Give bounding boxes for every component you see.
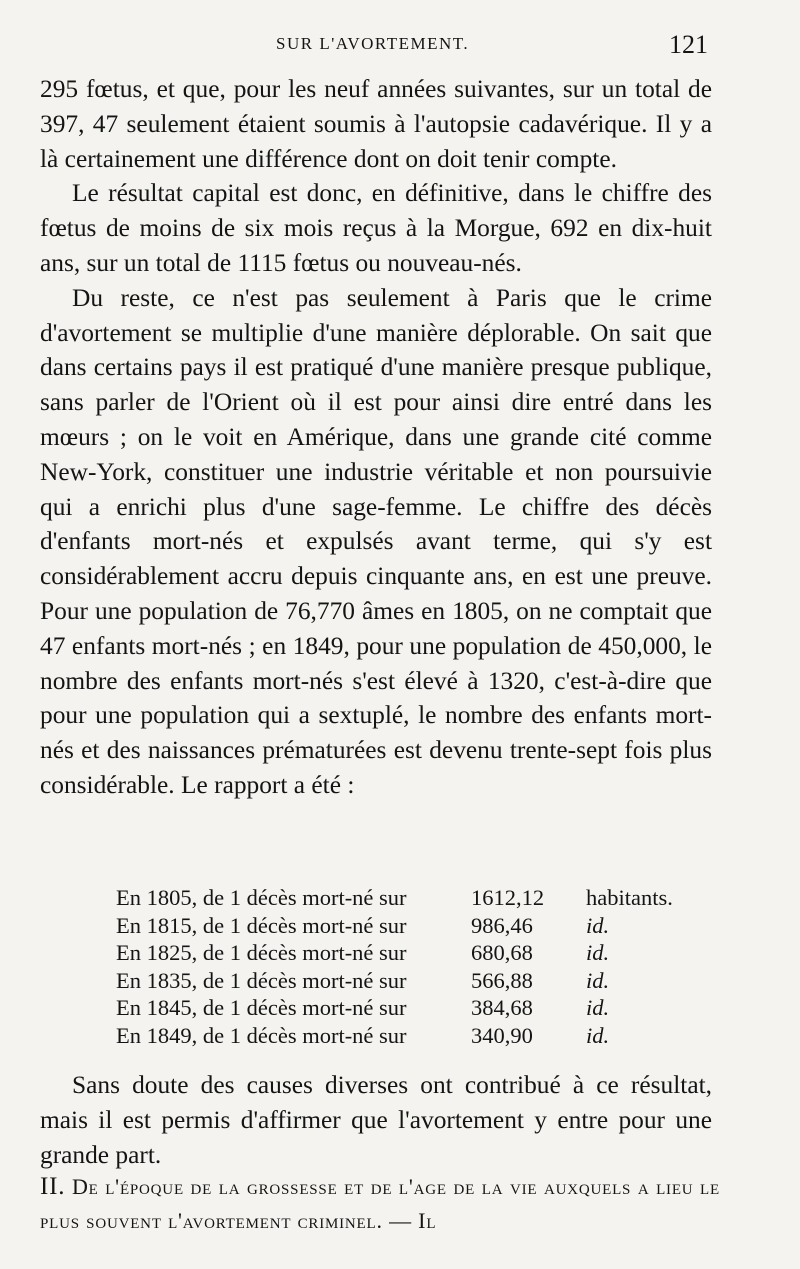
table-row bbox=[116, 912, 716, 940]
running-title: SUR L'AVORTEMENT. bbox=[276, 34, 470, 53]
paragraph: 295 fœtus, et que, pour les neuf années suivantes, sur un total de 397, 47 seulement étaient soumis à l'autopsie cadavérique. Il y a là certainement une différence dont on doit tenir compte. bbox=[40, 75, 712, 173]
closing-text bbox=[40, 1068, 712, 1172]
table-row bbox=[116, 994, 716, 1022]
table-row bbox=[116, 884, 716, 912]
table-row bbox=[116, 1022, 716, 1050]
section-heading bbox=[40, 1170, 720, 1238]
row-label: En 1815, de 1 décès mort-né sur bbox=[116, 912, 407, 938]
stillbirth-ratio-table bbox=[116, 884, 716, 1050]
row-unit: id. bbox=[586, 967, 610, 993]
row-unit: id. bbox=[586, 940, 610, 966]
row-unit: habitants. bbox=[586, 885, 673, 910]
table-row bbox=[116, 939, 716, 967]
row-value: 384,68 bbox=[471, 995, 533, 1021]
paragraph: Sans doute des causes diverses ont contribué à ce résultat, mais il est permis d'affirmer que l'avortement y entre pour une grande part. bbox=[40, 1071, 712, 1169]
row-unit: id. bbox=[586, 912, 610, 938]
paragraph: Le résultat capital est donc, en définitive, dans le chiffre des fœtus de moins de six mois reçus à la Morgue, 692 en dix-huit ans, sur un total de 1115 fœtus ou nouveau-nés. bbox=[40, 179, 712, 277]
row-value: 986,46 bbox=[471, 912, 533, 938]
section-title: De l'époque de la grossesse et de l'age de la vie auxquels a lieu le plus souvent l'avortement criminel. — Il bbox=[40, 1174, 720, 1233]
row-unit: id. bbox=[586, 995, 610, 1021]
table-row bbox=[116, 967, 716, 995]
row-label: En 1825, de 1 décès mort-né sur bbox=[116, 940, 407, 966]
page-header bbox=[40, 30, 708, 66]
paragraph: Du reste, ce n'est pas seulement à Paris que le crime d'avortement se multiplie d'une manière déplorable. On sait que dans certains pays il est pratiqué d'une manière presque publique, sans parler de l'Orient où il est pour ainsi dire entré dans les mœurs ; on le voit en Amérique, dans une grande cité comme New-York, constituer une industrie véritable et non poursuivie qui a enrichi plus d'une sage-femme. Le chiffre des décès d'enfants mort-nés et expulsés avant terme, qui s'y est considérablement accru depuis cinquante ans, en est une preuve. Pour une population de 76,770 âmes en 1805, on ne comptait que 47 enfants mort-nés ; en 1849, pour une population de 450,000, le nombre des enfants mort-nés s'est élevé à 1320, c'est-à-dire que pour une population qui a sextuplé, le nombre des enfants mort-nés et des naissances prématurées est devenu trente-sept fois plus considérable. Le rapport a été : bbox=[40, 283, 712, 799]
row-label: En 1805, de 1 décès mort-né sur bbox=[116, 885, 407, 910]
row-value: 1612,12 bbox=[471, 885, 545, 910]
row-value: 566,88 bbox=[471, 967, 533, 993]
row-value: 680,68 bbox=[471, 940, 533, 966]
row-label: En 1835, de 1 décès mort-né sur bbox=[116, 967, 407, 993]
row-label: En 1849, de 1 décès mort-né sur bbox=[116, 1022, 407, 1048]
row-unit: id. bbox=[586, 1022, 610, 1048]
section-numeral: II. bbox=[40, 1173, 66, 1200]
row-value: 340,90 bbox=[471, 1022, 533, 1048]
page-number: 121 bbox=[669, 30, 708, 59]
row-label: En 1845, de 1 décès mort-né sur bbox=[116, 995, 407, 1021]
body-text bbox=[40, 72, 712, 803]
